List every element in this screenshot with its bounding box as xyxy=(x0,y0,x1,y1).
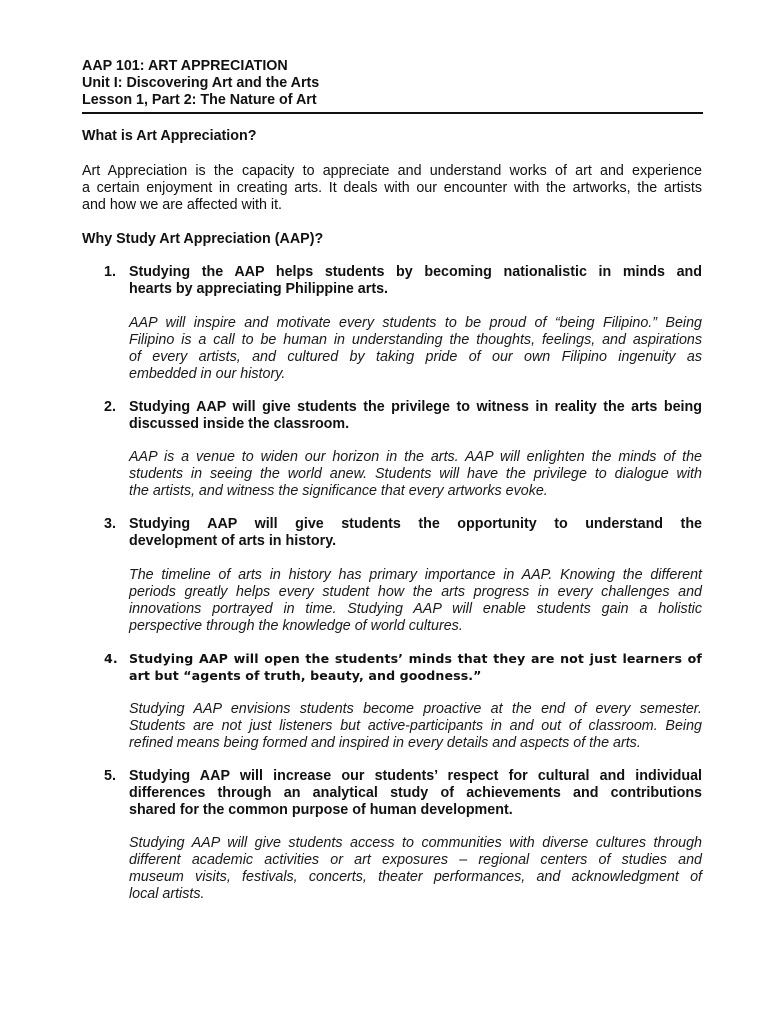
text-line: differences through an analytical study of achievements and contributions xyxy=(129,784,702,801)
text-line: embedded in our history. xyxy=(129,365,286,382)
reason-explanation xyxy=(129,315,702,383)
unit-title: Unit I: Discovering Art and the Arts xyxy=(82,74,320,91)
text-line: Students are not just listeners but active-participants in and out of classroom. Being xyxy=(129,717,702,734)
text-line: of every artists, and cultured by taking pride of our own Filipino ingenuity as xyxy=(129,348,702,365)
text-line: Studying the AAP helps students by becoming nationalistic in minds and xyxy=(129,264,702,280)
reason-explanation xyxy=(129,835,702,903)
text-line: and how we are affected with it. xyxy=(82,196,283,213)
text-line: Filipino is a call to be human in understanding the thoughts, feelings, and aspirations xyxy=(129,331,702,348)
section-heading-why: Why Study Art Appreciation (AAP)? xyxy=(82,231,324,247)
text-line: AAP will inspire and motivate every students to be proud of “being Filipino.” Being xyxy=(129,315,702,331)
lesson-title: Lesson 1, Part 2: The Nature of Art xyxy=(82,91,317,108)
reason-title xyxy=(129,399,702,433)
text-line: a certain enjoyment in creating arts. It deals with our encounter with the artworks, the artists xyxy=(82,179,702,196)
text-line: art but “agents of truth, beauty, and goodness.” xyxy=(129,667,482,683)
intro-paragraph xyxy=(82,163,702,214)
reason-title xyxy=(129,651,702,685)
text-line: Studying AAP will give students the privilege to witness in reality the arts being xyxy=(129,399,702,415)
text-line: development of arts in history. xyxy=(129,532,337,549)
text-line: Studying AAP will give students the opportunity to understand the xyxy=(129,516,702,532)
header-divider xyxy=(82,112,703,114)
text-line: Studying AAP will give students access to communities with diverse cultures through xyxy=(129,835,702,851)
list-number: 4. xyxy=(104,651,118,666)
text-line: shared for the common purpose of human development. xyxy=(129,801,513,818)
text-line: Studying AAP will open the students’ minds that they are not just learners of xyxy=(129,651,702,666)
text-line: Art Appreciation is the capacity to appreciate and understand works of art and experience xyxy=(82,163,702,179)
text-line: discussed inside the classroom. xyxy=(129,415,350,432)
text-line: students in seeing the world anew. Students will have the privilege to dialogue with xyxy=(129,465,702,482)
list-number: 5. xyxy=(104,768,116,784)
text-line: AAP is a venue to widen our horizon in the arts. AAP will enlighten the minds of the xyxy=(129,449,702,465)
course-title: AAP 101: ART APPRECIATION xyxy=(82,58,288,74)
reason-title xyxy=(129,264,702,298)
text-line: Studying AAP envisions students become proactive at the end of every semester. xyxy=(129,701,702,717)
list-number: 3. xyxy=(104,516,116,532)
text-line: Studying AAP will increase our students’ respect for cultural and individual xyxy=(129,768,702,784)
text-line: innovations portrayed in time. Studying AAP will enable students gain a holistic xyxy=(129,600,702,617)
text-line: The timeline of arts in history has primary importance in AAP. Knowing the different xyxy=(129,567,702,583)
text-line: different academic activities or art exposures – regional centers of studies and xyxy=(129,851,702,868)
section-heading-what: What is Art Appreciation? xyxy=(82,128,257,144)
text-line: periods greatly helps every student how the arts progress in every challenges and xyxy=(129,583,702,600)
list-number: 2. xyxy=(104,399,116,415)
text-line: hearts by appreciating Philippine arts. xyxy=(129,280,388,297)
document-header xyxy=(82,58,702,109)
text-line: the artists, and witness the significance that every artworks evoke. xyxy=(129,482,548,499)
reason-explanation xyxy=(129,449,702,500)
text-line: perspective through the knowledge of world cultures. xyxy=(129,617,463,634)
list-number: 1. xyxy=(104,264,116,280)
text-line: local artists. xyxy=(129,885,205,902)
reason-explanation xyxy=(129,567,702,635)
reason-title xyxy=(129,768,702,819)
reason-explanation xyxy=(129,701,702,752)
reason-title xyxy=(129,516,702,550)
text-line: museum visits, festivals, concerts, theater performances, and acknowledgment of xyxy=(129,868,702,885)
text-line: refined means being formed and inspired in every details and aspects of the arts. xyxy=(129,734,641,751)
